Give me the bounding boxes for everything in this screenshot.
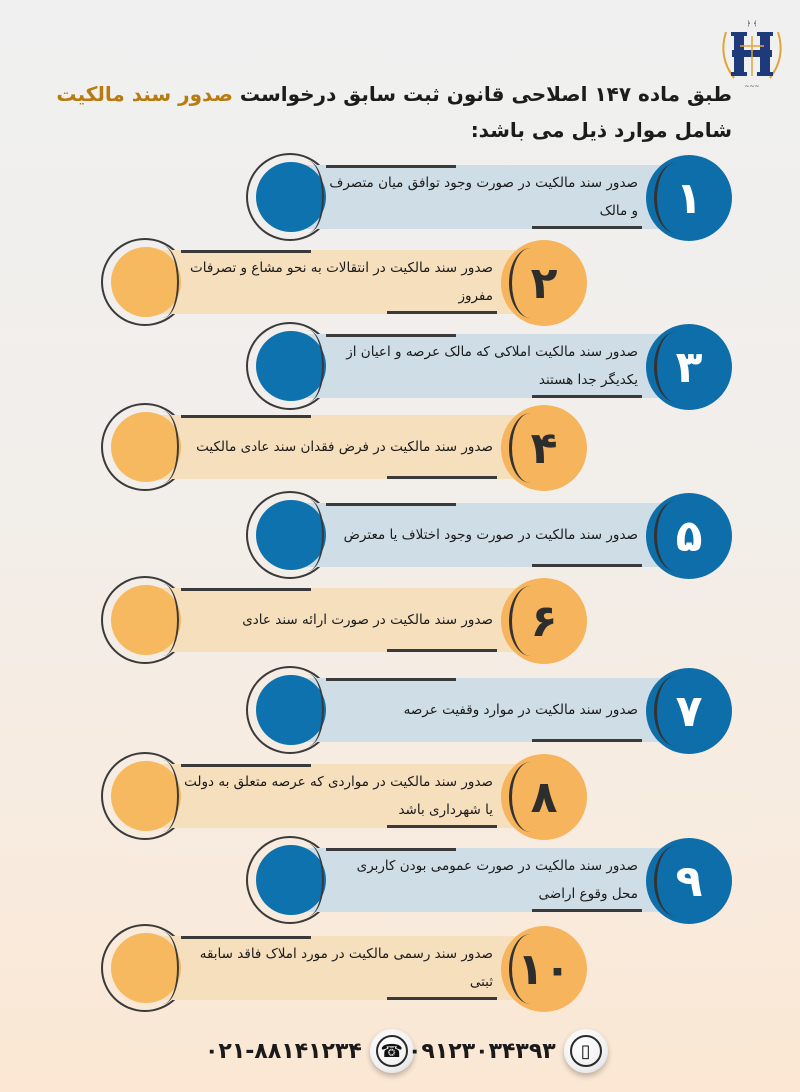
item-text: صدور سند مالکیت در مواردی که عرصه متعلق به دولت یا شهرداری باشد [184, 774, 493, 818]
item-text: صدور سند مالکیت در صورت ارائه سند عادی [242, 612, 493, 628]
bracket-decoration [292, 161, 324, 233]
title-prefix: طبق ماده ۱۴۷ اصلاحی قانون ثبت سابق درخواست [232, 82, 732, 106]
bracket-decoration [292, 844, 324, 916]
item-number-badge: ۶ [501, 578, 587, 664]
title-line-2: شامل موارد ذیل می باشد: [470, 118, 732, 142]
item-text: صدور سند رسمی مالکیت در مورد املاک فاقد سابقه ثبتی [199, 946, 493, 990]
contact-mobile [408, 1026, 608, 1076]
bracket-decoration [147, 411, 179, 483]
bracket-decoration [147, 246, 179, 318]
list-item [101, 570, 601, 670]
telephone-icon[interactable]: ☎ [370, 1029, 414, 1073]
item-number-badge: ۷ [646, 668, 732, 754]
svg-text:~~~: ~~~ [744, 83, 760, 90]
item-number-badge: ۹ [646, 838, 732, 924]
contact-phone [205, 1026, 414, 1076]
bracket-decoration [292, 674, 324, 746]
phone-number[interactable]: ۰۲۱-۸۸۱۴۱۲۳۴ [205, 1038, 362, 1064]
item-text: صدور سند مالکیت املاکی که مالک عرصه و اعیان از یکدیگر جدا هستند [346, 344, 638, 388]
mobile-number[interactable]: ۰۹۱۲۳۰۳۴۳۹۳ [408, 1038, 556, 1064]
list-item [246, 830, 746, 930]
list-item [246, 660, 746, 760]
item-number-badge: ۱ [646, 155, 732, 241]
title-line-1 [12, 76, 732, 112]
item-number-badge: ۱۰ [501, 926, 587, 1012]
bracket-decoration [147, 760, 179, 832]
item-number-badge: ۸ [501, 754, 587, 840]
item-number-badge: ۵ [646, 493, 732, 579]
title-highlight: صدور سند مالکیت [56, 82, 233, 106]
item-text: صدور سند مالکیت در صورت عمومی بودن کاربری محل وقوع اراضی [356, 858, 638, 902]
item-number-badge: ۳ [646, 324, 732, 410]
mobile-phone-icon[interactable]: ▯ [564, 1029, 608, 1073]
item-text: صدور سند مالکیت در انتقالات به نحو مشاع و تصرفات مفروز [190, 260, 493, 304]
item-number-badge: ۴ [501, 405, 587, 491]
item-text: صدور سند مالکیت در صورت وجود توافق میان متصرف و مالک [329, 175, 638, 219]
item-text: صدور سند مالکیت در صورت وجود اختلاف یا معترض [343, 527, 638, 543]
item-number-badge: ۲ [501, 240, 587, 326]
bracket-decoration [147, 584, 179, 656]
item-text: صدور سند مالکیت در فرض فقدان سند عادی مالکیت [196, 439, 493, 455]
svg-text:﴾ ﴿: ﴾ ﴿ [746, 20, 758, 28]
list-item [101, 397, 601, 497]
page-title [12, 76, 732, 148]
bracket-decoration [292, 499, 324, 571]
item-text: صدور سند مالکیت در موارد وقفیت عرصه [403, 702, 638, 718]
list-item [101, 918, 601, 1018]
bracket-decoration [292, 330, 324, 402]
bracket-decoration [147, 932, 179, 1004]
